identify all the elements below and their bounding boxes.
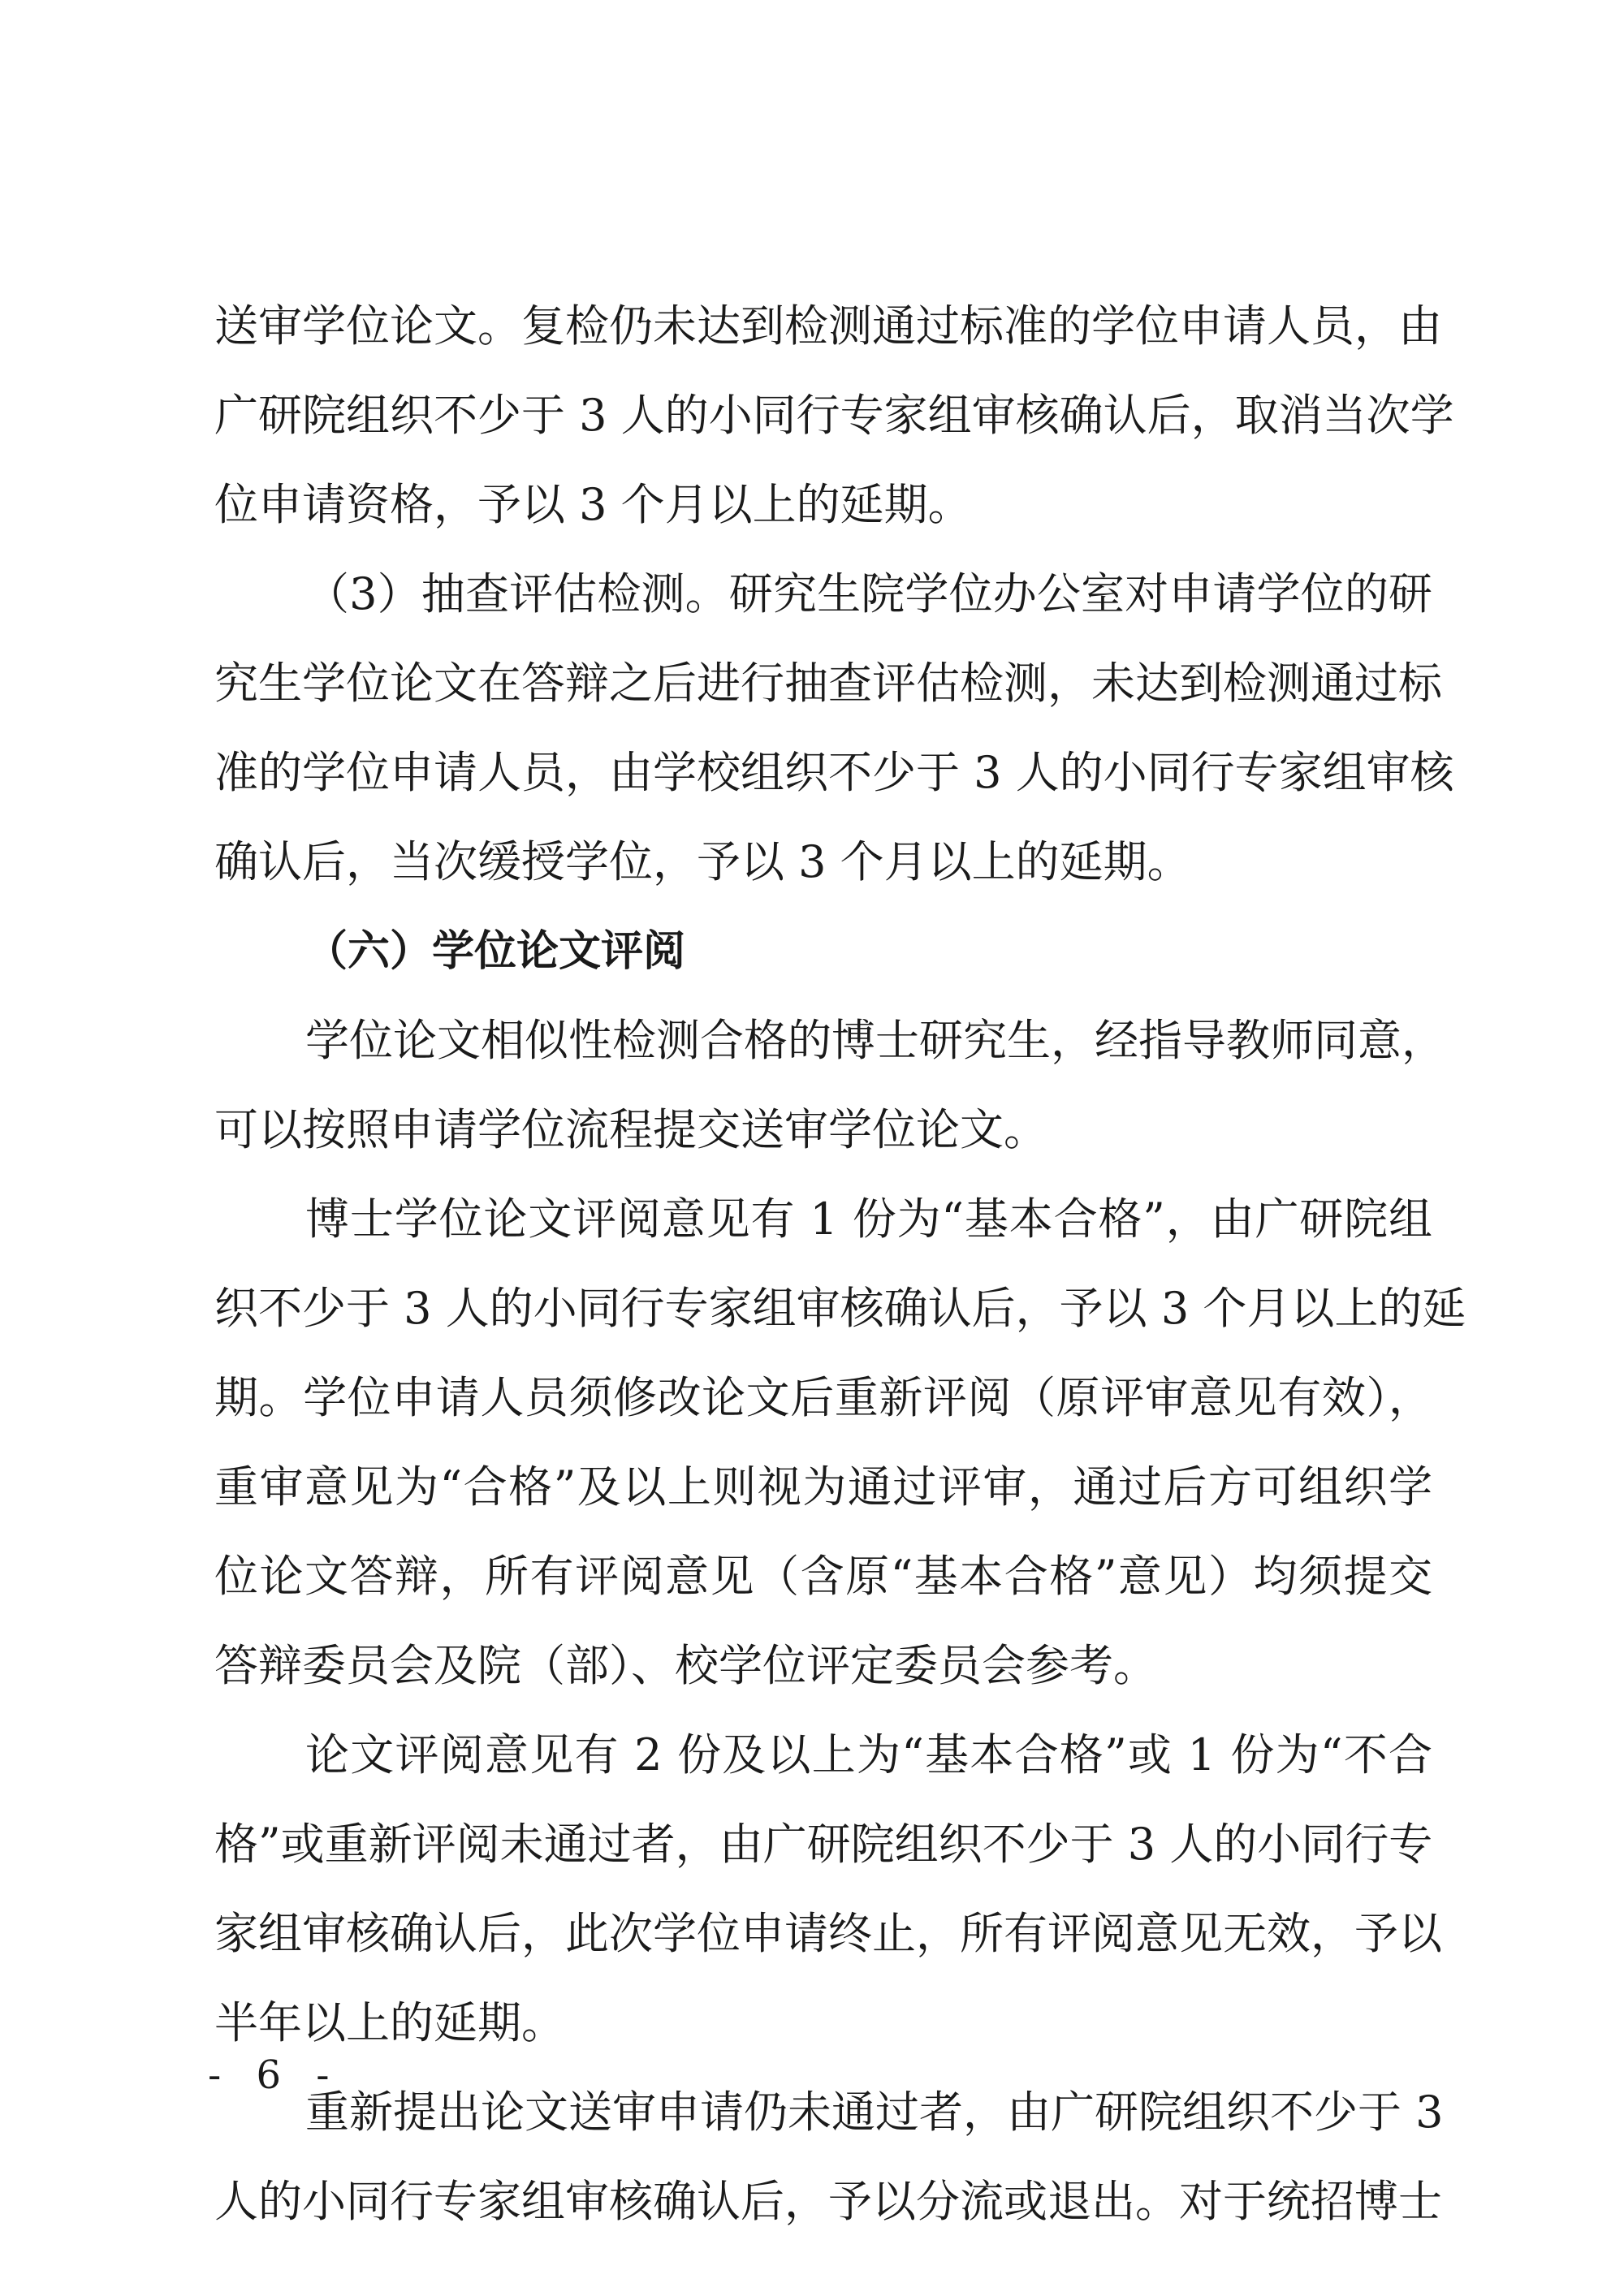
text-line: 家组审核确认后，此次学位申请终止，所有评阅意见无效，予以 — [214, 1908, 1442, 1959]
text-line: （3）抽查评估检测。研究生院学位办公室对申请学位的研 — [305, 568, 1432, 619]
text-line: 确认后，当次缓授学位，予以 3 个月以上的延期。 — [214, 836, 1191, 887]
text-line: 论文评阅意见有 2 份及以上为“基本合格”或 1 份为“不合 — [305, 1729, 1432, 1780]
page-number: - 6 - — [208, 2052, 341, 2098]
text-line: 送审学位论文。复检仍未达到检测通过标准的学位申请人员，由 — [214, 300, 1442, 352]
text-line: 半年以上的延期。 — [214, 1997, 565, 2048]
text-line: 答辩委员会及院（部）、校学位评定委员会参考。 — [214, 1640, 1157, 1691]
text-line: 织不少于 3 人的小同行专家组审核确认后，予以 3 个月以上的延 — [214, 1283, 1466, 1334]
text-line: 准的学位申请人员，由学校组织不少于 3 人的小同行专家组审核 — [214, 747, 1454, 798]
section-heading: （六）学位论文评阅 — [305, 927, 686, 976]
text-line: 人的小同行专家组审核确认后，予以分流或退出。对于统招博士 — [214, 2176, 1442, 2227]
text-line: 重审意见为“合格”及以上则视为通过评审，通过后方可组织学 — [214, 1461, 1432, 1513]
text-line: 位论文答辩，所有评阅意见（含原“基本合格”意见）均须提交 — [214, 1551, 1432, 1602]
text-line: 学位论文相似性检测合格的博士研究生，经指导教师同意， — [305, 1015, 1445, 1066]
text-line: 重新提出论文送审申请仍未通过者，由广研院组织不少于 3 — [305, 2087, 1444, 2138]
text-line: 期。学位申请人员须修改论文后重新评阅（原评审意见有效）， — [214, 1372, 1432, 1423]
text-line: 博士学位论文评阅意见有 1 份为“基本合格”，由广研院组 — [305, 1193, 1432, 1245]
text-line: 位申请资格，予以 3 个月以上的延期。 — [214, 479, 972, 530]
text-line: 可以按照申请学位流程提交送审学位论文。 — [214, 1104, 1047, 1155]
text-line: 究生学位论文在答辩之后进行抽查评估检测，未达到检测通过标 — [214, 658, 1442, 709]
text-line: 格”或重新评阅未通过者，由广研院组织不少于 3 人的小同行专 — [214, 1819, 1433, 1870]
text-line: 广研院组织不少于 3 人的小同行专家组审核确认后，取消当次学 — [214, 390, 1454, 441]
